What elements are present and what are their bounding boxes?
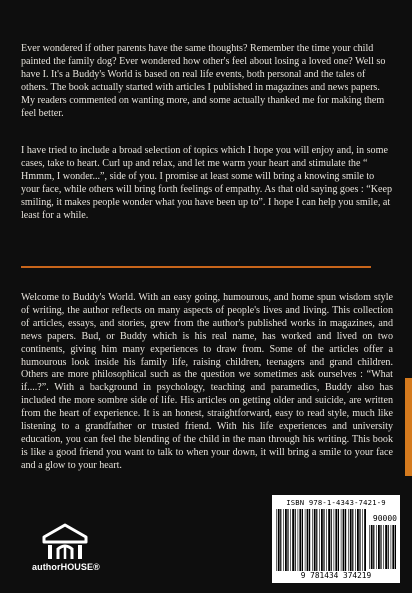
- spine-accent-stripe: [405, 378, 412, 476]
- intro-paragraph: Ever wondered if other parents have the same thoughts? Remember the time your child painted the family dog? Ever wondered how other's feel about losing a loved one? Well so have I. It's a Buddy's World is based on real life events, both personal and the tales of others. The book actually started with articles I published in magazines and news papers. My readers commented on wanting more, and some actually thanked me for making them feel better.: [21, 43, 386, 119]
- barcode-bar: [376, 525, 377, 569]
- barcode-bar: [278, 509, 280, 571]
- barcode-bar: [299, 509, 301, 571]
- barcode-bar: [283, 509, 284, 571]
- barcode-bar: [295, 509, 296, 571]
- barcode-bar: [298, 509, 299, 571]
- barcode-bar: [314, 509, 316, 571]
- barcode-bar: [350, 509, 352, 571]
- barcode-bar: [378, 525, 380, 569]
- barcode-bar: [391, 525, 392, 569]
- authorhouse-logo: [32, 521, 98, 577]
- book-description-paragraph: Welcome to Buddy's World. With an easy going, humourous, and home spun wisdom style of writing, the author reflects on many aspects of people's lives and living. This collection of articles, essays, and stories, grew from the author's published works in magazines, and news papers. Bud, or Buddy which is his real name, has worked and lived on two continents, giving him many experiences to draw from. Some of the articles offer a humourous look inside his family life, raising children, teenagers and grand children. Others are more philosophical such as the question we sometimes ask ourselves : “What if....?”. With a background in psychology, teaching and paramedics, Buddy also has included the more sombre side of life. His articles on getting older and suicide, are written from the heart of experience. It is an honest, straightforward, easy to read style, much like listening to a grandfather or trusted friend. With his life experiences and university education, you can feel the blending of the child in the man through his writing. This book is like a good friend you want to talk to when your down, it will bring a smile to your face and a glow to your heart.: [21, 292, 393, 471]
- barcode-bar: [276, 509, 277, 571]
- barcode-bar: [352, 509, 353, 571]
- barcode-bar: [364, 509, 366, 571]
- barcode-bar: [362, 509, 363, 571]
- barcode-bar: [355, 509, 356, 571]
- isbn-label: ISBN 978-1-4343-7421-9: [286, 498, 386, 507]
- barcode-bar: [348, 509, 349, 571]
- barcode-bar: [280, 509, 281, 571]
- barcode-bar: [287, 509, 288, 571]
- barcode-bar: [357, 509, 359, 571]
- price-code: 90000: [372, 514, 397, 523]
- barcode-bar: [323, 509, 324, 571]
- barcode-bar: [380, 525, 381, 569]
- barcode-bar: [309, 509, 310, 571]
- barcode-bar: [305, 509, 306, 571]
- barcode-bar: [385, 525, 387, 569]
- barcode-bar: [334, 509, 335, 571]
- barcode-bar: [326, 509, 327, 571]
- barcode-bar: [371, 525, 373, 569]
- barcode-bar: [321, 509, 323, 571]
- barcode-bar: [316, 509, 317, 571]
- barcode-bar: [392, 525, 394, 569]
- barcode-bar: [383, 525, 384, 569]
- barcode-bar: [292, 509, 294, 571]
- ean-digits: 9 781434 374219: [300, 571, 372, 580]
- barcode-bar: [341, 509, 342, 571]
- barcode-bar: [369, 525, 370, 569]
- barcode-bar: [285, 509, 287, 571]
- barcode-bar: [302, 509, 303, 571]
- barcode-bar: [307, 509, 309, 571]
- author-note-paragraph: I have tried to include a broad selection of topics which I hope you will enjoy and, in some cases, take to heart. Curl up and relax, and let me warm your heart and stimulate the “ Hmmm, I wonder...”, side of you. I promise at least some will bring a knowing smile to your face, while others will bring forth feelings of empathy. As that old saying goes : “Keep smiling, it makes people wonder what you have been up to”. I hope I can help you smile, at least for a while.: [21, 145, 393, 221]
- ean-barcode-bars: [276, 509, 366, 571]
- orange-divider: [21, 266, 371, 268]
- barcode-bar: [395, 525, 396, 569]
- barcode-bar: [331, 509, 332, 571]
- barcode-bar: [335, 509, 337, 571]
- barcode-bar: [345, 509, 346, 571]
- publisher-name: authorHOUSE®: [32, 562, 100, 572]
- barcode-bar: [359, 509, 360, 571]
- barcode-bar: [338, 509, 339, 571]
- publisher-house-icon: [32, 521, 98, 563]
- barcode-bar: [312, 509, 313, 571]
- isbn-barcode: [272, 495, 400, 583]
- barcode-bar: [319, 509, 320, 571]
- barcode-bar: [388, 525, 389, 569]
- barcode-bar: [343, 509, 345, 571]
- price-barcode-bars: [369, 525, 397, 569]
- barcode-bar: [290, 509, 291, 571]
- barcode-bar: [373, 525, 374, 569]
- barcode-bar: [328, 509, 330, 571]
